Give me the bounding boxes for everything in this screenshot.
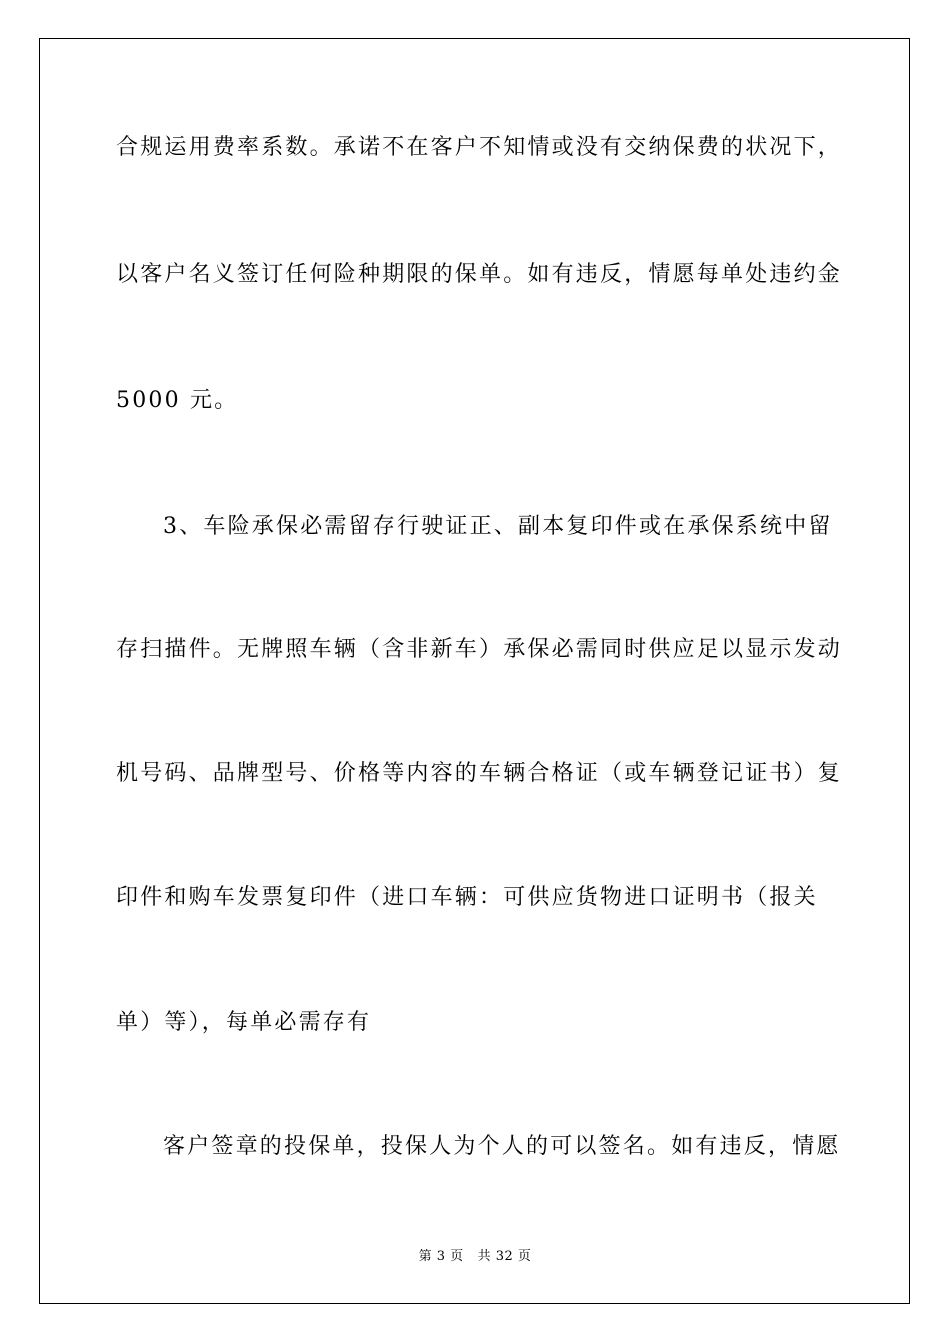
paragraph-line: 存扫描件。无牌照车辆（含非新车）承保必需同时供应足以显示发动 xyxy=(116,637,843,662)
paragraph-line: 印件和购车发票复印件（进口车辆：可供应货物进口证明书（报关 xyxy=(116,885,818,910)
paragraph-line: 合规运用费率系数。承诺不在客户不知情或没有交纳保费的状况下， xyxy=(116,135,843,160)
page-total: 共 32 页 xyxy=(477,1249,532,1264)
paragraph-line: 客户签章的投保单，投保人为个人的可以签名。如有违反，情愿 xyxy=(163,1134,841,1159)
page-frame xyxy=(39,38,910,1304)
page-footer xyxy=(0,1248,950,1266)
paragraph-line: 以客户名义签订任何险种期限的保单。如有违反，情愿每单处违约金 xyxy=(116,262,843,287)
paragraph-line: 3、车险承保必需留存行驶证正、副本复印件或在承保系统中留 xyxy=(163,514,833,539)
paragraph-line: 单）等），每单必需存有 xyxy=(116,1010,372,1035)
page-number: 第 3 页 xyxy=(418,1249,464,1264)
paragraph-line: 机号码、品牌型号、价格等内容的车辆合格证（或车辆登记证书）复 xyxy=(116,761,843,786)
paragraph-line: 5000 元。 xyxy=(116,388,239,413)
